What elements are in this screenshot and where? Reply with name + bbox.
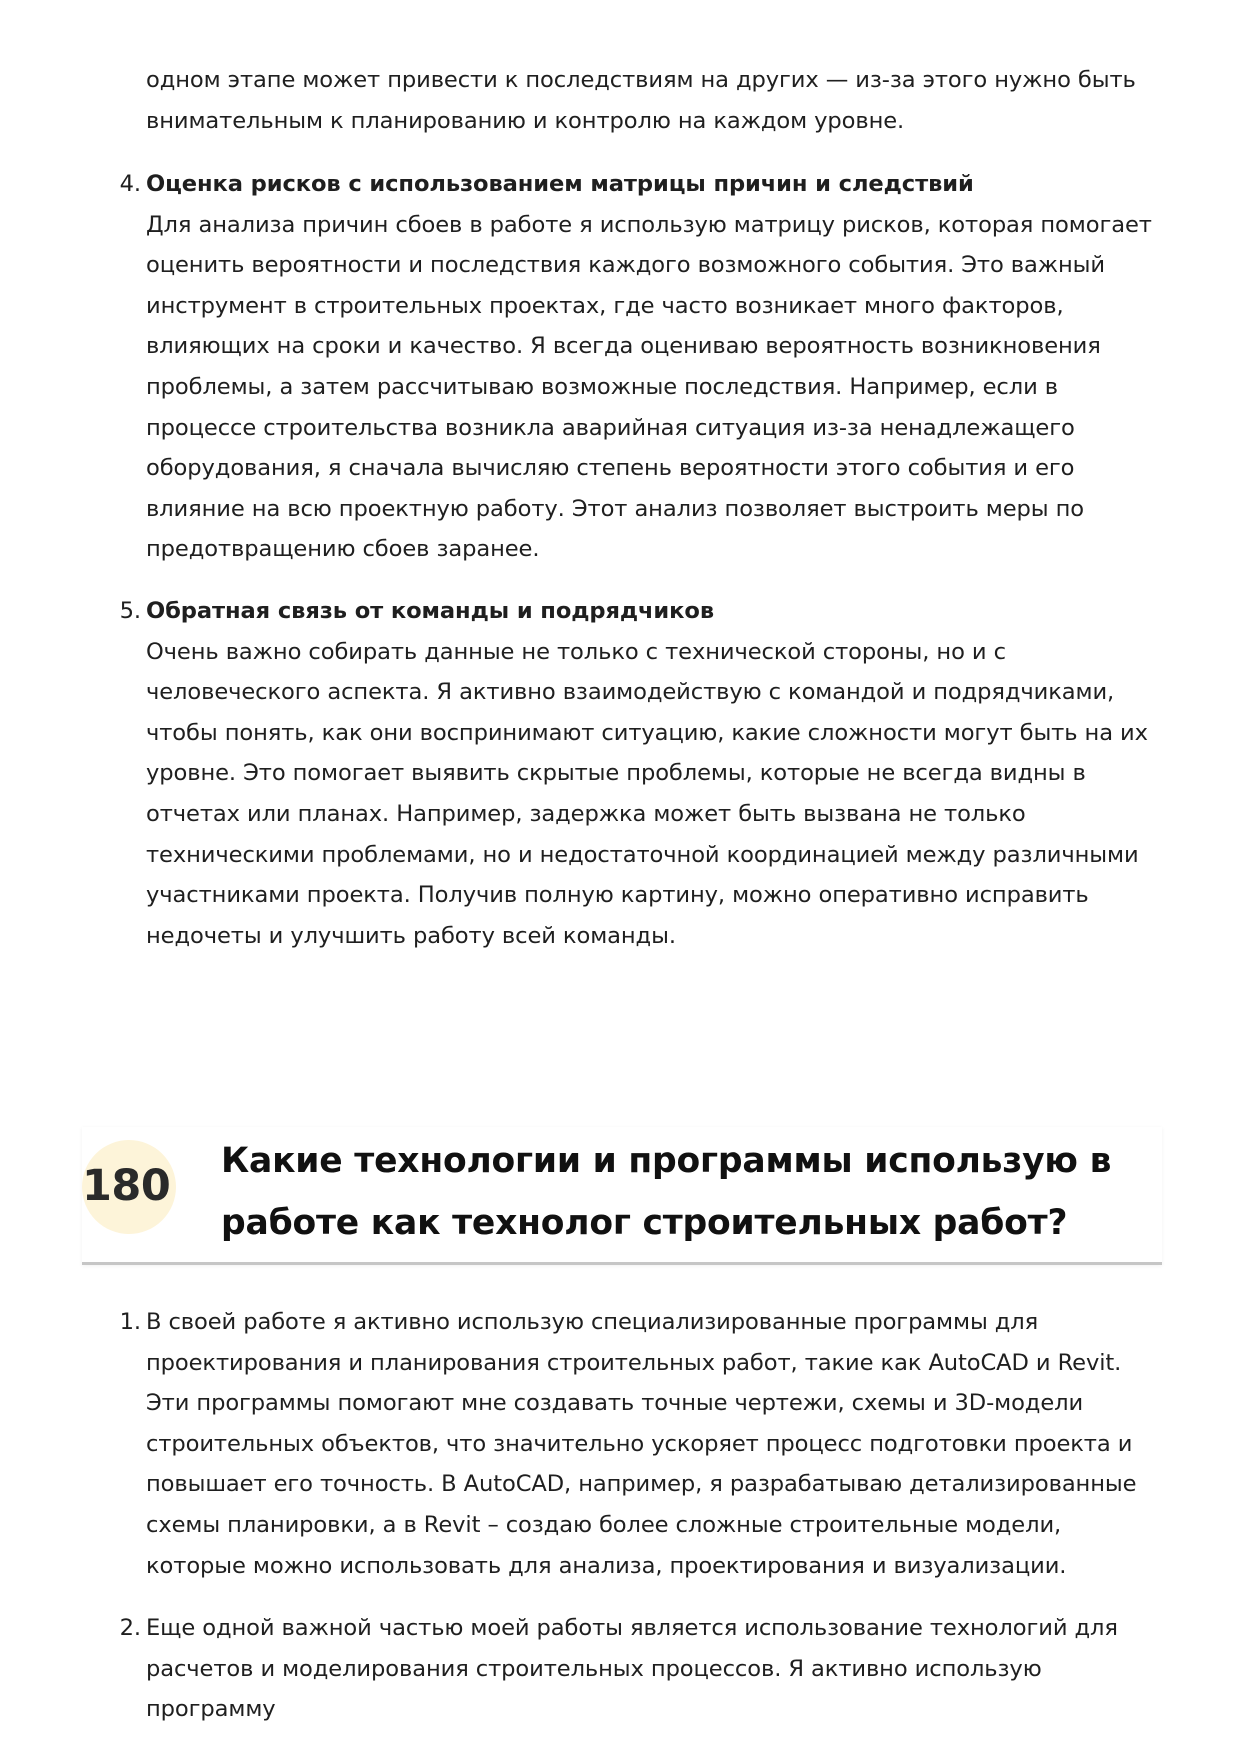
- list-item: [119, 591, 1156, 956]
- section-number: 180: [82, 1161, 171, 1211]
- list-item-number: 2.: [119, 1615, 141, 1641]
- list-item-title: Обратная связь от команды и подрядчиков: [146, 598, 715, 624]
- list-item-body: Для анализа причин сбоев в работе я использую матрицу рисков, которая помогает оценить вероятности и последствия каждого возможного события. Это важный инструмент в строительных проектах, где часто возникает много факторов, влияющих на сроки и качество. Я всегда оцениваю вероятность возникновения проблемы, а затем рассчитываю возможные последствия. Например, если в процессе строительства возникла аварийная ситуация из-за ненадлежащего оборудования, я сначала вычисляю степень вероятности этого события и его влияние на всю проектную работу. Этот анализ позволяет выстроить меры по предотвращению сбоев заранее.: [146, 211, 1152, 563]
- list-item-body: Очень важно собирать данные не только с технической стороны, но и с человеческого аспекта. Я активно взаимодействую с командой и подрядчиками, чтобы понять, как они воспринимают ситуацию, какие сложности могут быть на их уровне. Это помогает выявить скрытые проблемы, которые не всегда видны в отчетах или планах. Например, задержка может быть вызвана не только техническими проблемами, но и недостаточной координацией между различными участниками проекта. Получив полную картину, можно оперативно исправить недочеты и улучшить работу всей команды.: [146, 638, 1148, 949]
- list-item: [119, 1608, 1156, 1730]
- list-item-number: 4.: [119, 171, 141, 197]
- list-item-body: В своей работе я активно использую специализированные программы для проектирования и планирования строительных работ, такие как AutoCAD и Revit. Эти программы помогают мне создавать точные чертежи, схемы и 3D-модели строительных объектов, что значительно ускоряет процесс подготовки проекта и повышает его точность. В AutoCAD, например, я разрабатываю детализированные схемы планировки, а в Revit – создаю более сложные строительные модели, которые можно использовать для анализа, проектирования и визуализации.: [146, 1309, 1137, 1579]
- section-divider: [82, 1262, 1162, 1265]
- list-item-number: 1.: [119, 1309, 141, 1335]
- list-item: [119, 164, 1156, 570]
- list-item-title: Оценка рисков с использованием матрицы причин и следствий: [146, 171, 974, 197]
- continuation-paragraph: одном этапе может привести к последствиям на других — из-за этого нужно быть внимательным к планированию и контролю на каждом уровне.: [146, 67, 1136, 134]
- list-item: [119, 1302, 1156, 1586]
- section-title: Какие технологии и программы использую в работе как технолог строительных работ?: [221, 1141, 1112, 1243]
- list-item-body: Еще одной важной частью моей работы является использование технологий для расчетов и моделирования строительных процессов. Я активно использую программу: [146, 1615, 1118, 1723]
- list-item-number: 5.: [119, 598, 141, 624]
